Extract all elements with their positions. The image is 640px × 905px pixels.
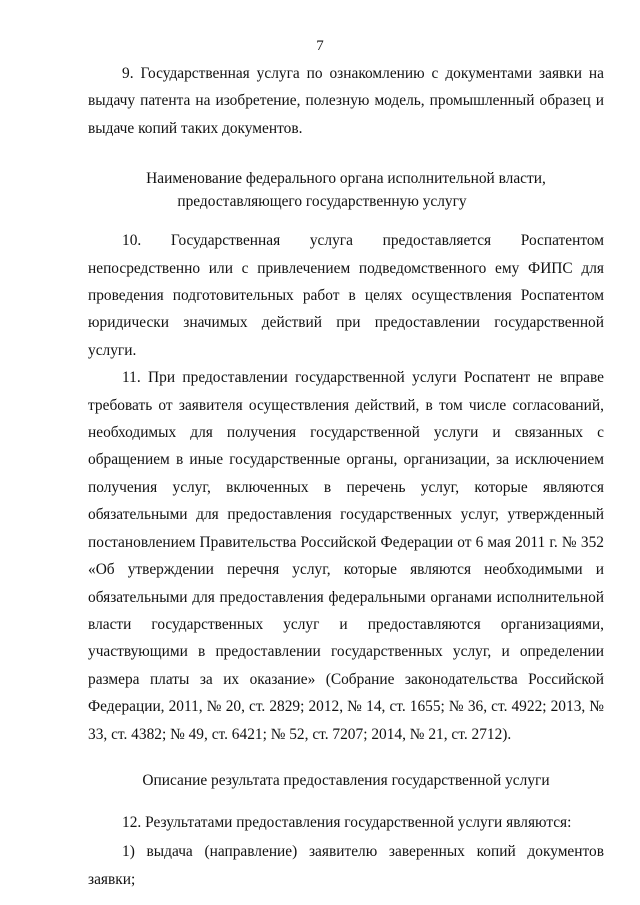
paragraph-9: 9. Государственная услуга по ознакомлению с документами заявки на выдачу патента на изобретение, полезную модель, промышленный образец и выдаче копий таких документов. bbox=[88, 65, 604, 137]
document-body bbox=[88, 60, 604, 893]
section-heading-line-2: предоставляющего государственную услугу bbox=[177, 193, 467, 211]
section-heading-line-1: Наименование федерального органа исполнительной власти, bbox=[146, 170, 546, 188]
page-number: 7 bbox=[316, 38, 324, 54]
paragraph-12: 12. Результатами предоставления государственной услуги являются: bbox=[122, 813, 572, 831]
paragraph-12-item-1: 1) выдача (направление) заявителю заверенных копий документов заявки; bbox=[88, 843, 604, 888]
paragraph-11: 11. При предоставлении государственной услуги Роспатент не вправе требовать от заявителя осуществления действий, в том числе согласований, необходимых для получения государственной услуги и связанных с обращением в иные государственные органы, организации, за исключением получения услуг, включенных в перечень услуг, которые являются обязательными для предоставления государственных услуг, утвержденный постановлением Правительства Российской Федерации от 6 мая 2011 г. № 352 «Об утверждении перечня услуг, которые являются необходимыми и обязательными для предоставления федеральными органами исполнительной власти государственных услуг и предоставляются организациями, участвующими в предоставлении государственных услуг, и определении размера платы за их оказание» (Собрание законодательства Российской Федерации, 2011, № 20, ст. 2829; 2012, № 14, ст. 1655; № 36, ст. 4922; 2013, № 33, ст. 4382; № 49, ст. 6421; № 52, ст. 7207; 2014, № 21, ст. 2712). bbox=[88, 369, 604, 743]
paragraph-10: 10. Государственная услуга предоставляется Роспатентом непосредственно или с привлечением подведомственного ему ФИПС для проведения подготовительных работ в целях осуществления Роспатентом юридически значимых действий при предоставлении государственной услуги. bbox=[88, 232, 604, 359]
section-heading-federal-body bbox=[88, 167, 604, 213]
section-heading-result: Описание результата предоставления государственной услуги bbox=[142, 771, 550, 789]
